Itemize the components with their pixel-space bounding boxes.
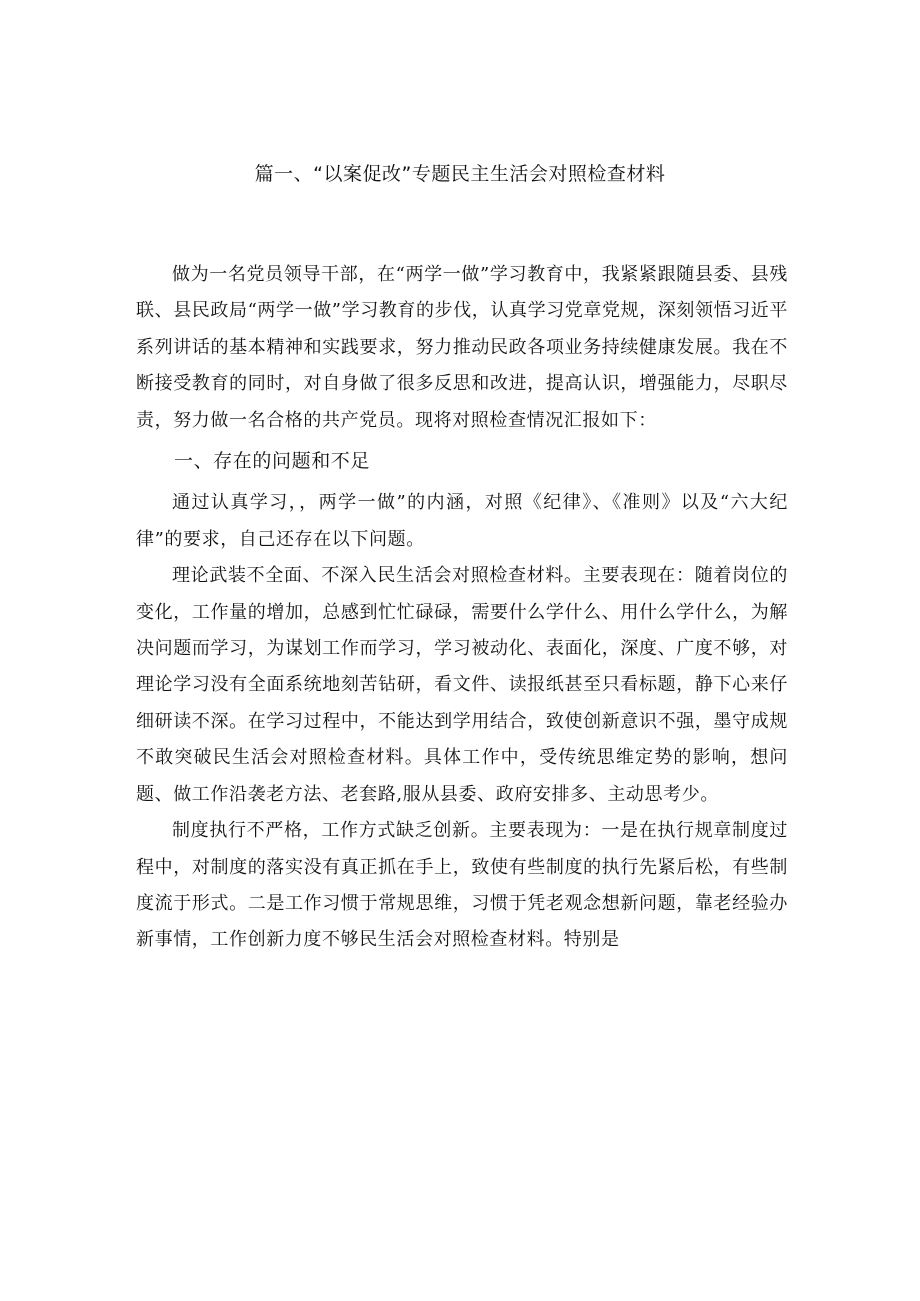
section-heading-problems: 一、存在的问题和不足 (174, 450, 371, 473)
section-paragraph-system: 制度执行不严格，工作方式缺乏创新。主要表现为：一是在执行规章制度过程中，对制度的落实没有真正抓在手上，致使有些制度的执行先紧后松，有些制度流于形式。二是工作习惯于常规思维，习惯于凭老观念想新问题，靠老经验办新事情，工作创新力度不够民生活会对照检查材料。特别是 (136, 820, 788, 951)
document-body (136, 257, 788, 959)
intro-paragraph: 做为一名党员领导干部，在“两学一做”学习教育中，我紧紧跟随县委、县残联、县民政局“两学一做”学习教育的步伐，认真学习党章党规，深刻领悟习近平系列讲话的基本精神和实践要求，努力推动民政各项业务持续健康发展。我在不断接受教育的同时，对自身做了很多反思和改进，提高认识，增强能力，尽职尽责，努力做一名合格的共产党员。现将对照检查情况汇报如下： (136, 264, 789, 431)
section-paragraph-theory: 理论武装不全面、不深入民生活会对照检查材料。主要表现在：随着岗位的变化，工作量的增加，总感到忙忙碌碌，需要什么学什么、用什么学什么，为解决问题而学习，为谋划工作而学习，学习被动化、表面化，深度、广度不够，对理论学习没有全面系统地刻苦钻研，看文件、读报纸甚至只看标题，静下心来仔细研读不深。在学习过程中，不能达到学用结合，致使创新意识不强，墨守成规不敢突破民生活会对照检查材料。具体工作中，受传统思维定势的影响，想问题、做工作沿袭老方法、老套路,服从县委、政府安排多、主动思考少。 (136, 565, 788, 805)
document-title: 篇一、“以案促改”专题民主生活会对照检查材料 (254, 163, 666, 185)
section-paragraph-study: 通过认真学习，，两学一做”的内涵，对照《纪律》、《准则》以及“六大纪律”的要求，自己还存在以下问题。 (136, 492, 788, 550)
